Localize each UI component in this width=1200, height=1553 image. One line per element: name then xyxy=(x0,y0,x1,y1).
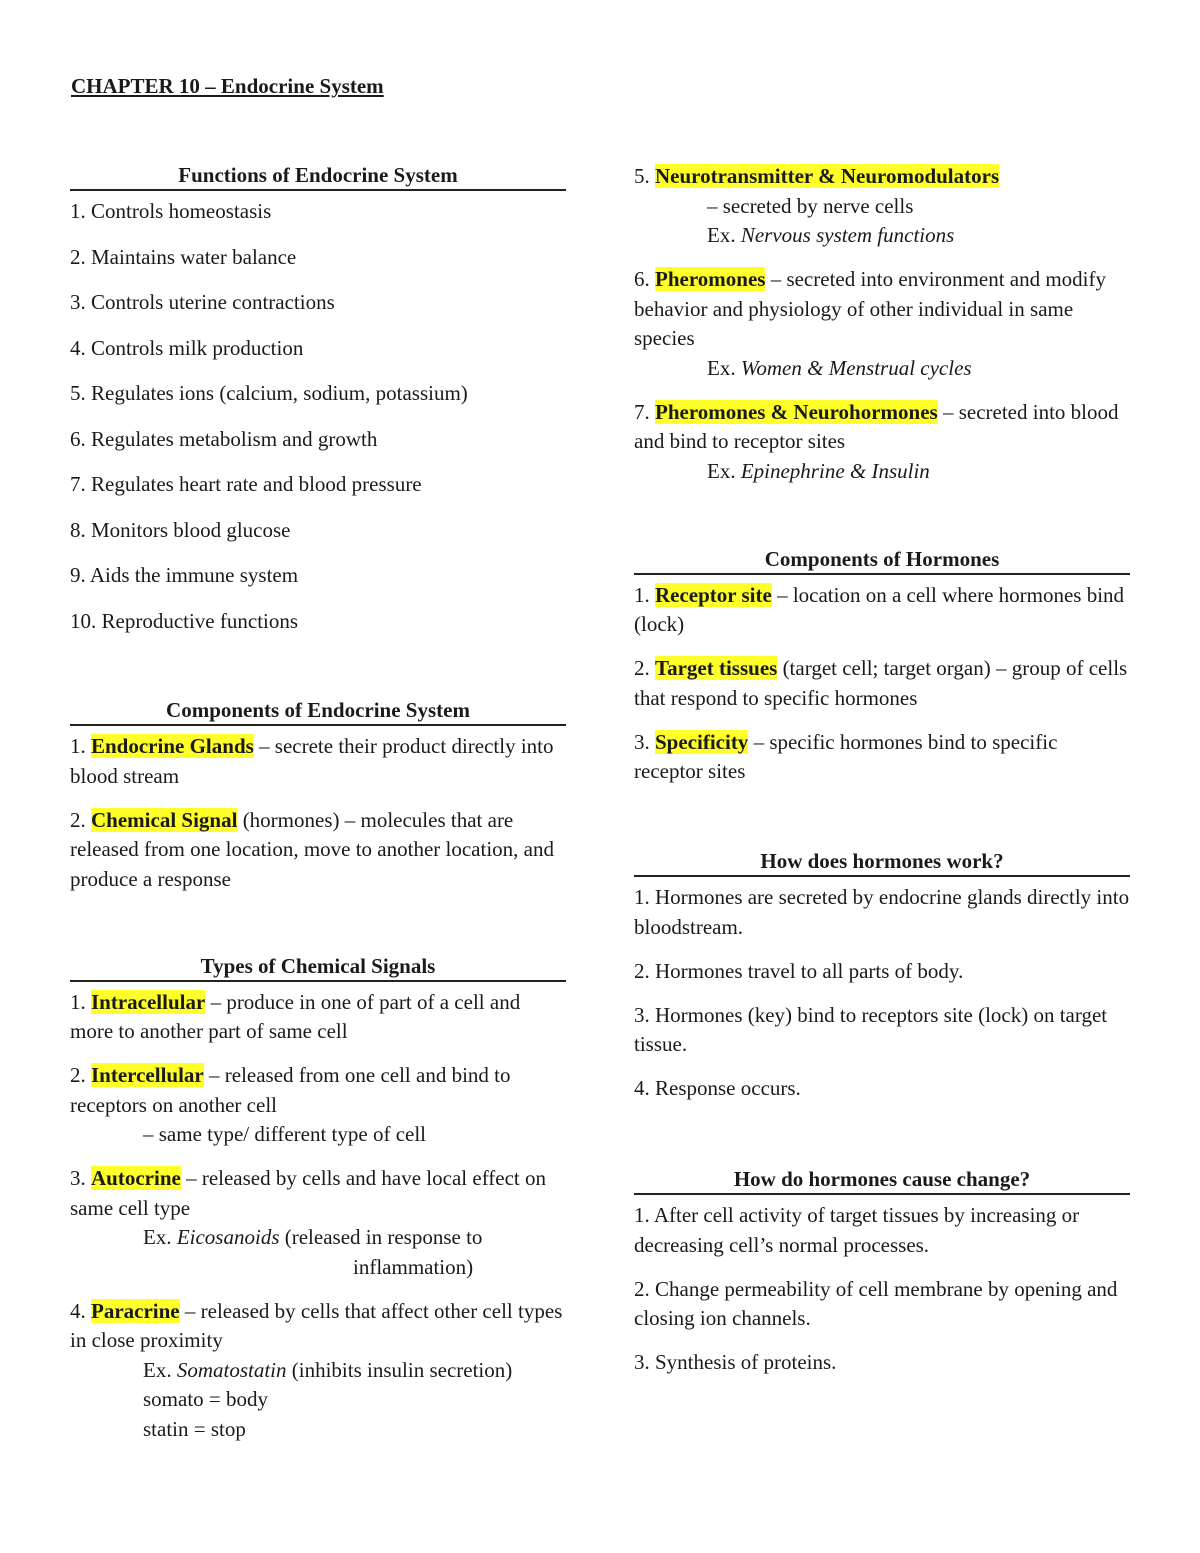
list-item: 4. Paracrine – released by cells that affect other cell types in close proximity Ex. Somatostatin (inhibits insulin secretion) somato = body statin = stop xyxy=(70,1297,566,1445)
list-item: 1. Hormones are secreted by endocrine glands directly into bloodstream. xyxy=(634,885,1130,939)
list-item: 5. Regulates ions (calcium, sodium, potassium) xyxy=(70,381,468,405)
example-line: somato = body xyxy=(143,1387,269,1411)
example-continuation: inflammation) xyxy=(353,1254,474,1279)
list-item: 3. Hormones (key) bind to receptors site (lock) on target tissue. xyxy=(634,1002,1108,1056)
how-work-heading: How does hormones work? xyxy=(634,848,1130,877)
list-item: 3. Controls uterine contractions xyxy=(70,290,335,314)
functions-heading: Functions of Endocrine System xyxy=(70,162,566,191)
highlighted-term: Intercellular xyxy=(91,1063,204,1087)
highlighted-term: Chemical Signal xyxy=(91,807,238,832)
list-item: 2. Hormones travel to all parts of body. xyxy=(634,958,964,983)
list-item: 2. Maintains water balance xyxy=(70,244,297,269)
list-item: 1. Intracellular – produce in one of part of a cell and more to another part of same cell xyxy=(70,989,521,1043)
list-item: 9. Aids the immune system xyxy=(70,563,299,587)
example-line: Ex. Women & Menstrual cycles xyxy=(707,355,972,380)
list-item: 2. Intercellular – released from one cell and bind to receptors on another cell – same type/ different type of cell xyxy=(70,1061,566,1150)
highlighted-term: Target tissues xyxy=(655,656,778,680)
highlighted-term: Specificity xyxy=(655,729,749,754)
list-item: 2. Target tissues (target cell; target organ) – group of cells that respond to specific hormones xyxy=(634,656,1128,710)
highlighted-term: Pheromones xyxy=(655,267,766,291)
highlighted-term: Paracrine xyxy=(91,1298,180,1323)
list-item: 6. Pheromones – secreted into environment and modify behavior and physiology of other individual in same species Ex. Women & Menstrual cycles xyxy=(634,265,1130,383)
highlighted-term: Neurotransmitter & Neuromodulators xyxy=(655,164,1000,188)
example-line: Ex. Eicosanoids (released in response to xyxy=(143,1225,483,1249)
highlighted-term: Autocrine xyxy=(91,1166,181,1190)
page-title: CHAPTER 10 – Endocrine System xyxy=(71,74,384,98)
example-line: statin = stop xyxy=(143,1416,246,1441)
highlighted-term: Intracellular xyxy=(91,989,206,1014)
list-item: 10. Reproductive functions xyxy=(70,608,299,633)
list-item: 6. Regulates metabolism and growth xyxy=(70,426,378,451)
right-column xyxy=(634,162,1130,1392)
list-item: 1. Endocrine Glands – secrete their product directly into blood stream xyxy=(70,734,554,788)
list-item: 7. Pheromones & Neurohormones – secreted into blood and bind to receptor sites Ex. Epinephrine & Insulin xyxy=(634,398,1130,487)
list-item: 1. Receptor site – location on a cell where hormones bind (lock) xyxy=(634,582,1125,636)
list-item: 3. Synthesis of proteins. xyxy=(634,1350,837,1374)
list-item: 7. Regulates heart rate and blood pressure xyxy=(70,472,422,496)
list-item: 4. Controls milk production xyxy=(70,335,304,360)
list-item: 3. Autocrine – released by cells and have local effect on same cell type Ex. Eicosanoids (released in response to inflammation) xyxy=(70,1164,566,1282)
left-column xyxy=(70,162,566,1459)
list-item: 2. Change permeability of cell membrane by opening and closing ion channels. xyxy=(634,1276,1118,1330)
highlighted-term: Receptor site xyxy=(655,582,772,607)
how-change-heading: How do hormones cause change? xyxy=(634,1166,1130,1195)
sub-line: – same type/ different type of cell xyxy=(143,1122,427,1146)
list-item: 8. Monitors blood glucose xyxy=(70,517,291,542)
list-item: 4. Response occurs. xyxy=(634,1076,801,1100)
list-item: 1. After cell activity of target tissues by increasing or decreasing cell’s normal processes. xyxy=(634,1203,1080,1257)
list-item: 2. Chemical Signal (hormones) – molecules that are released from one location, move to another location, and produce a response xyxy=(70,807,554,891)
components-hormones-heading: Components of Hormones xyxy=(634,546,1130,575)
chemical-signals-heading: Types of Chemical Signals xyxy=(70,953,566,982)
list-item: 1. Controls homeostasis xyxy=(70,199,272,223)
example-line: Ex. Somatostatin (inhibits insulin secretion) xyxy=(143,1357,513,1382)
components-endocrine-heading: Components of Endocrine System xyxy=(70,697,566,726)
list-item: 3. Specificity – specific hormones bind to specific receptor sites xyxy=(634,729,1058,783)
functions-list xyxy=(70,197,566,636)
example-line: Ex. Epinephrine & Insulin xyxy=(707,458,930,483)
highlighted-term: Pheromones & Neurohormones xyxy=(655,399,938,424)
highlighted-term: Endocrine Glands xyxy=(91,734,254,758)
list-item: 5. Neurotransmitter & Neuromodulators – secreted by nerve cells Ex. Nervous system functions xyxy=(634,162,1130,251)
example-line: Ex. Nervous system functions xyxy=(707,223,955,247)
sub-line: – secreted by nerve cells xyxy=(707,193,914,218)
